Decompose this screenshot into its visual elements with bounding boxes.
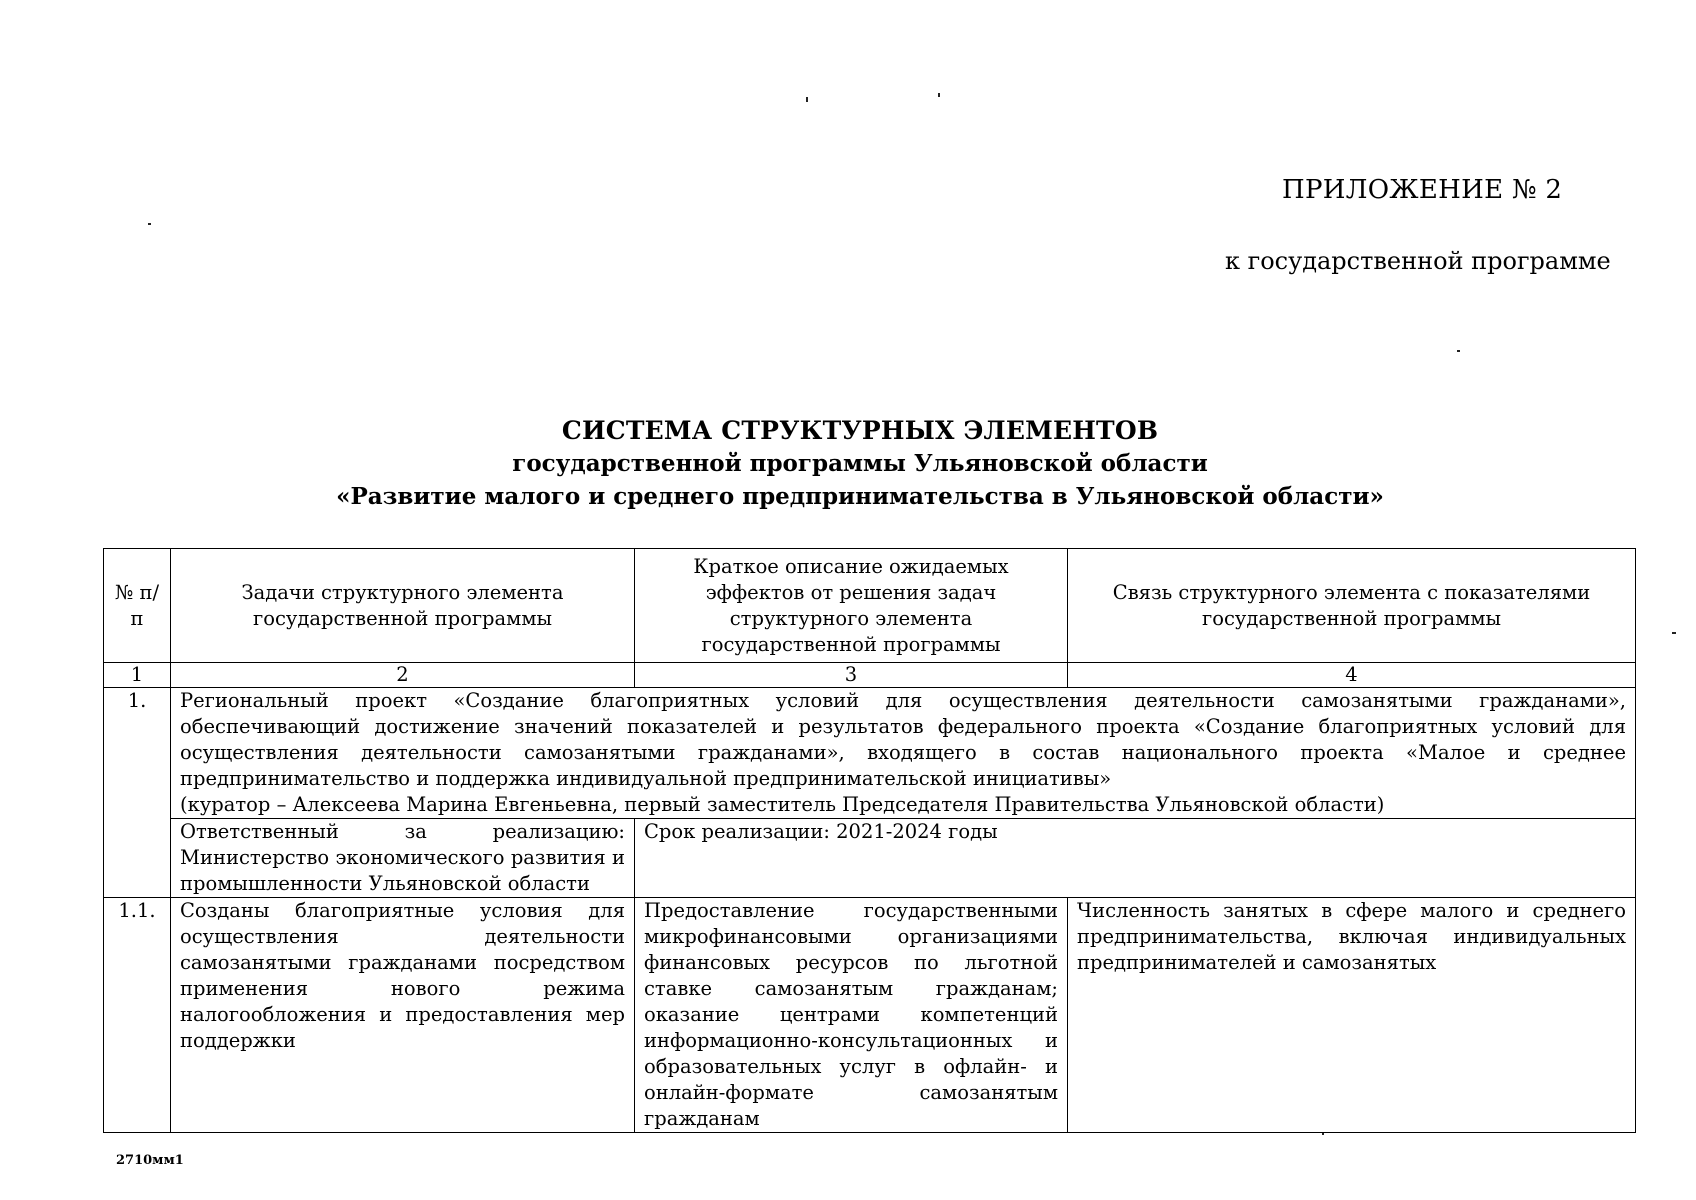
header-tasks: Задачи структурного элемента государственной программы [171, 549, 635, 663]
header-indicators: Связь структурного элемента с показателями государственной программы [1068, 549, 1636, 663]
column-number: 2 [171, 663, 635, 688]
table-row [104, 898, 1636, 1133]
appendix-subtitle: к государственной программе [1225, 247, 1611, 275]
column-number-row [104, 663, 1636, 688]
project-description: Региональный проект «Создание благоприятных условий для осуществления деятельности самозанятыми гражданами», обеспечивающий достижение значений показателей и результатов федерального проекта «Создание благоприятных условий для осуществления деятельности самозанятыми гражданами», входящего в состав национального проекта «Малое и среднее предпринимательство и поддержка индивидуальной предпринимательской инициативы» [180, 689, 1626, 790]
project-curator: (куратор – Алексеева Марина Евгеньевна, первый заместитель Председателя Правительства Ульяновской области) [180, 793, 1385, 816]
header-effects: Краткое описание ожидаемых эффектов от решения задач структурного элемента государственной программы [635, 549, 1068, 663]
scan-speck [1672, 632, 1676, 634]
scan-speck [1457, 350, 1460, 352]
header-number: № п/п [104, 549, 171, 663]
document-title [100, 414, 1620, 513]
title-line-1: СИСТЕМА СТРУКТУРНЫХ ЭЛЕМЕНТОВ [561, 416, 1159, 445]
table-row [104, 688, 1636, 819]
document-code: 2710мм1 [116, 1153, 184, 1168]
effect-cell: Предоставление государственными микрофинансовыми организациями финансовых ресурсов по льготной ставке самозанятым гражданам; оказание центрами компетенций информационно-консультационных и образовательных услуг в офлайн- и онлайн-формате самозанятым гражданам [635, 898, 1068, 1133]
column-number: 1 [104, 663, 171, 688]
column-number: 3 [635, 663, 1068, 688]
row-number: 1. [104, 688, 171, 898]
scan-speck [148, 223, 151, 225]
responsible-cell: Ответственный за реализацию: Министерство экономического развития и промышленности Ульяновской области [171, 819, 635, 898]
task-cell: Созданы благоприятные условия для осуществления деятельности самозанятыми гражданами посредством применения нового режима налогообложения и предоставления мер поддержки [171, 898, 635, 1133]
structural-elements-table [103, 548, 1636, 1133]
title-line-3: «Развитие малого и среднего предпринимательства в Ульяновской области» [336, 483, 1384, 510]
table-header-row [104, 549, 1636, 663]
period-cell: Срок реализации: 2021-2024 годы [635, 819, 1636, 898]
row-number: 1.1. [104, 898, 171, 1133]
table-row [104, 819, 1636, 898]
scan-speck [938, 93, 940, 97]
indicator-cell: Численность занятых в сфере малого и среднего предпринимательства, включая индивидуальных предпринимателей и самозанятых [1068, 898, 1636, 1133]
column-number: 4 [1068, 663, 1636, 688]
scan-speck [1322, 1133, 1324, 1135]
appendix-label: ПРИЛОЖЕНИЕ № 2 [1282, 175, 1563, 205]
scan-speck [806, 97, 808, 102]
title-line-2: государственной программы Ульяновской области [512, 450, 1208, 477]
project-cell [171, 688, 1636, 819]
